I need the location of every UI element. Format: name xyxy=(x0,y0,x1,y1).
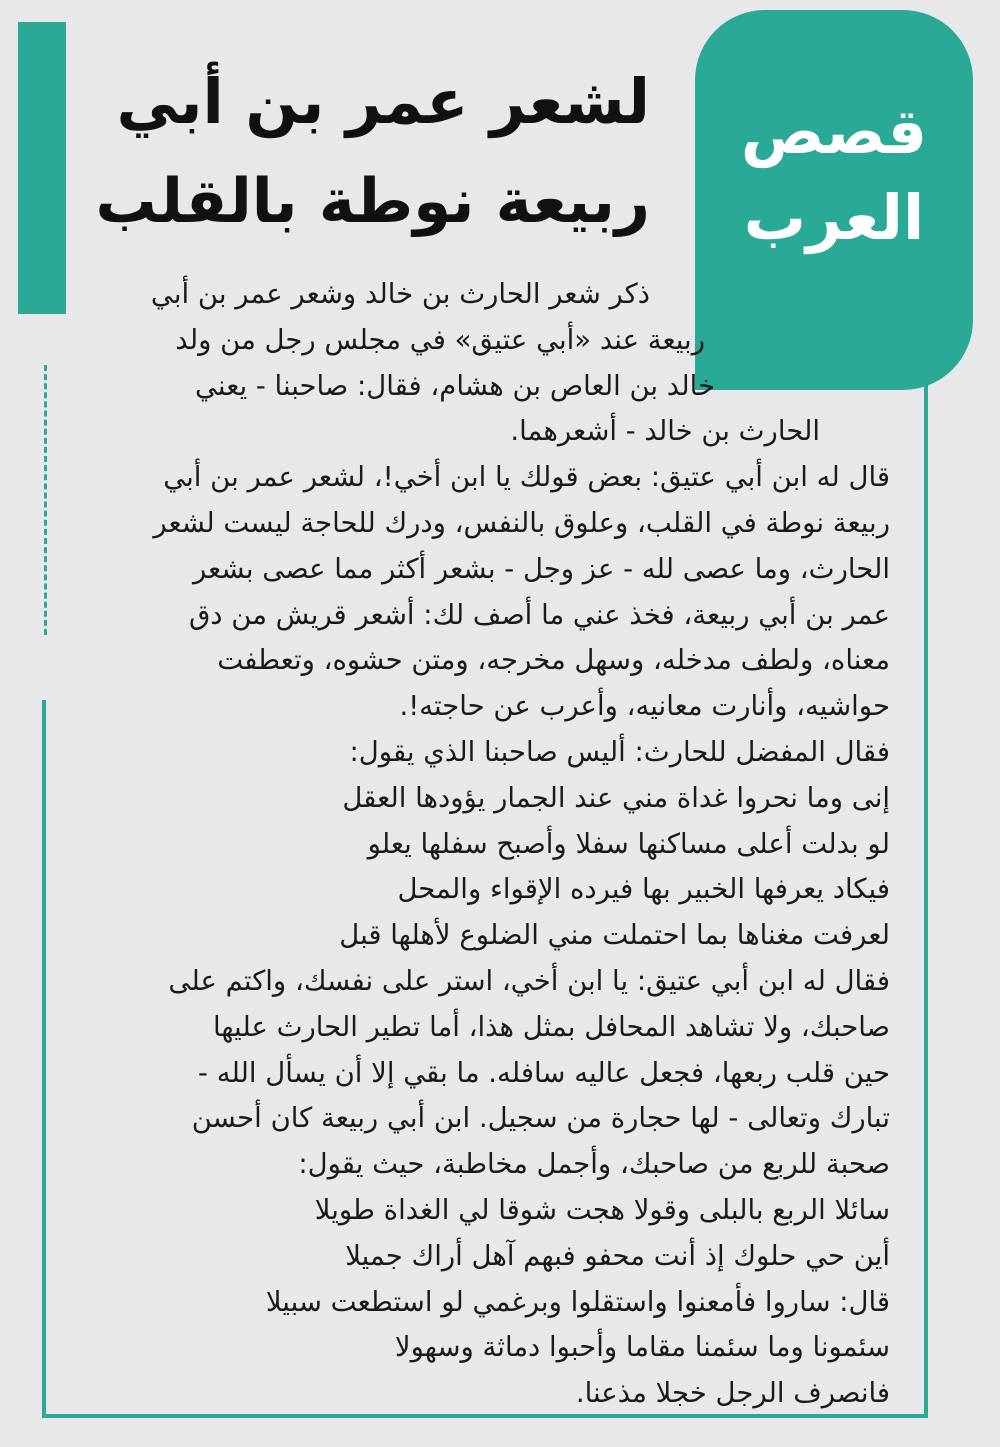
article-line: ذكر شعر الحارث بن خالد وشعر عمر بن أبي xyxy=(150,278,650,310)
article-line: قال: ساروا فأمعنوا واستقلوا وبرغمي لو استطعت سبيلا xyxy=(265,1285,890,1318)
article-line: ربيعة عند «أبي عتيق» في مجلس رجل من ولد xyxy=(175,323,705,356)
article-line: صاحبك، ولا تشاهد المحافل بمثل هذا، أما تطير الحارث عليها xyxy=(213,1010,890,1043)
badge-line-2: العرب xyxy=(743,181,925,254)
article-line: فقال المفضل للحارث: أليس صاحبنا الذي يقول: xyxy=(349,735,890,768)
article-line: أين حي حلوك إذ أنت محفو فبهم آهل أراك جميلا xyxy=(345,1239,890,1272)
article-line: لو بدلت أعلى مساكنها سفلا وأصبح سفلها يعلو xyxy=(367,827,890,860)
frame-left-border xyxy=(42,700,46,1418)
article-line: لعرفت مغناها بما احتملت مني الضلوع لأهلها قبل xyxy=(339,919,890,952)
frame-right-border xyxy=(924,380,928,1418)
article-line: حين قلب ربعها، فجعل عاليه سافله. ما بقي إلا أن يسأل الله - xyxy=(198,1056,890,1089)
article-headline xyxy=(90,52,650,252)
accent-bar xyxy=(18,22,66,314)
headline-line-2: ربيعة نوطة بالقلب xyxy=(95,166,650,237)
article-line: حواشيه، وأنارت معانيه، وأعرب عن حاجته!. xyxy=(399,690,890,723)
article-line: قال له ابن أبي عتيق: بعض قولك يا ابن أخي!، لشعر عمر بن أبي xyxy=(163,461,890,494)
article-line: تبارك وتعالى - لها حجارة من سجيل. ابن أبي ربيعة كان أحسن xyxy=(191,1102,890,1135)
article-line: سائلا الربع بالبلى وقولا هجت شوقا لي الغداة طويلا xyxy=(314,1193,890,1226)
article-line: ربيعة نوطة في القلب، وعلوق بالنفس، ودرك للحاجة ليست لشعر xyxy=(153,506,890,539)
article-body xyxy=(100,272,890,1417)
article-line: سئمونا وما سئمنا مقاما وأحبوا دماثة وسهولا xyxy=(394,1331,890,1364)
article-line: الحارث، وما عصى لله - عز وجل - بشعر أكثر مما عصى بشعر xyxy=(192,552,890,585)
article-line: إنى وما نحروا غداة مني عند الجمار يؤودها العقل xyxy=(342,781,890,814)
frame-dashed-left xyxy=(44,365,47,635)
article-line: فقال له ابن أبي عتيق: يا ابن أخي، استر على نفسك، واكتم على xyxy=(168,964,890,997)
headline-line-1: لشعر عمر بن أبي xyxy=(116,65,650,138)
article-line: الحارث بن خالد - أشعرهما. xyxy=(510,415,820,448)
article-line: عمر بن أبي ربيعة، فخذ عني ما أصف لك: أشعر قريش من دق xyxy=(188,598,890,631)
article-line: صحبة للربع من صاحبك، وأجمل مخاطبة، حيث يقول: xyxy=(298,1148,890,1181)
article-line: معناه، ولطف مدخله، وسهل مخرجه، ومتن حشوه، وتعطفت xyxy=(217,644,890,677)
article-line: فيكاد يعرفها الخبير بها فيرده الإقواء والمحل xyxy=(397,873,890,906)
badge-line-1: قصص xyxy=(740,95,928,168)
article-line: خالد بن العاص بن هشام، فقال: صاحبنا - يعني xyxy=(195,369,715,402)
article-line: فانصرف الرجل خجلا مذعنا. xyxy=(575,1377,890,1410)
